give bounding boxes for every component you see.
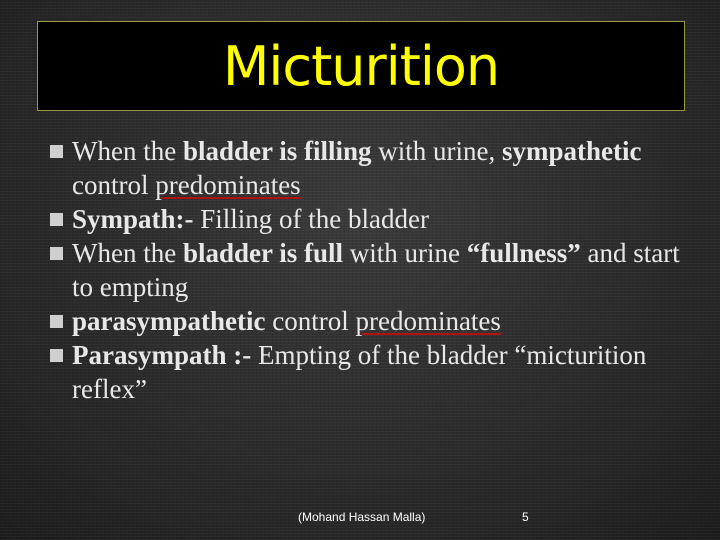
square-bullet-icon: [50, 349, 63, 362]
bullet-bold-text: Sympath:-: [72, 204, 194, 234]
bullet-text: with urine: [343, 238, 467, 268]
bullet-bold-text: bladder is full: [182, 238, 344, 268]
bullet-bold-text: bladder is filling: [182, 136, 372, 166]
bullet-item-2: [50, 202, 700, 236]
underlined-text: predominates: [155, 170, 301, 200]
square-bullet-icon: [50, 315, 63, 328]
bullet-bold-text: sympathetic: [502, 136, 642, 166]
bullet-text: When the: [72, 238, 183, 268]
bullet-text: Empting of the bladder: [251, 340, 515, 370]
bullet-item-3: [50, 236, 700, 304]
bullet-list: [50, 134, 700, 406]
bullet-text: Filling of the bladder: [193, 204, 429, 234]
square-bullet-icon: [50, 247, 63, 260]
bullet-text: and start to empting: [72, 238, 680, 302]
bullet-text: control: [265, 306, 356, 336]
slide-title-box: [37, 21, 685, 111]
bullet-text: with urine,: [371, 136, 502, 166]
bullet-bold-text: Parasympath :-: [72, 340, 252, 370]
bullet-text: “micturition reflex”: [72, 340, 647, 404]
square-bullet-icon: [50, 145, 63, 158]
bullet-text: control: [72, 170, 156, 200]
bullet-bold-text: “fullness”: [466, 238, 581, 268]
bullet-bold-text: parasympathetic: [72, 306, 266, 336]
bullet-item-4: [50, 304, 700, 338]
bullet-text: When the: [72, 136, 183, 166]
slide-title: Micturition: [222, 34, 500, 98]
bullet-item-1: [50, 134, 700, 202]
underlined-text: predominates: [355, 306, 501, 336]
slide-number: 5: [522, 510, 529, 524]
footer-author: (Mohand Hassan Malla): [298, 510, 426, 524]
square-bullet-icon: [50, 213, 63, 226]
bullet-item-5: [50, 338, 700, 406]
